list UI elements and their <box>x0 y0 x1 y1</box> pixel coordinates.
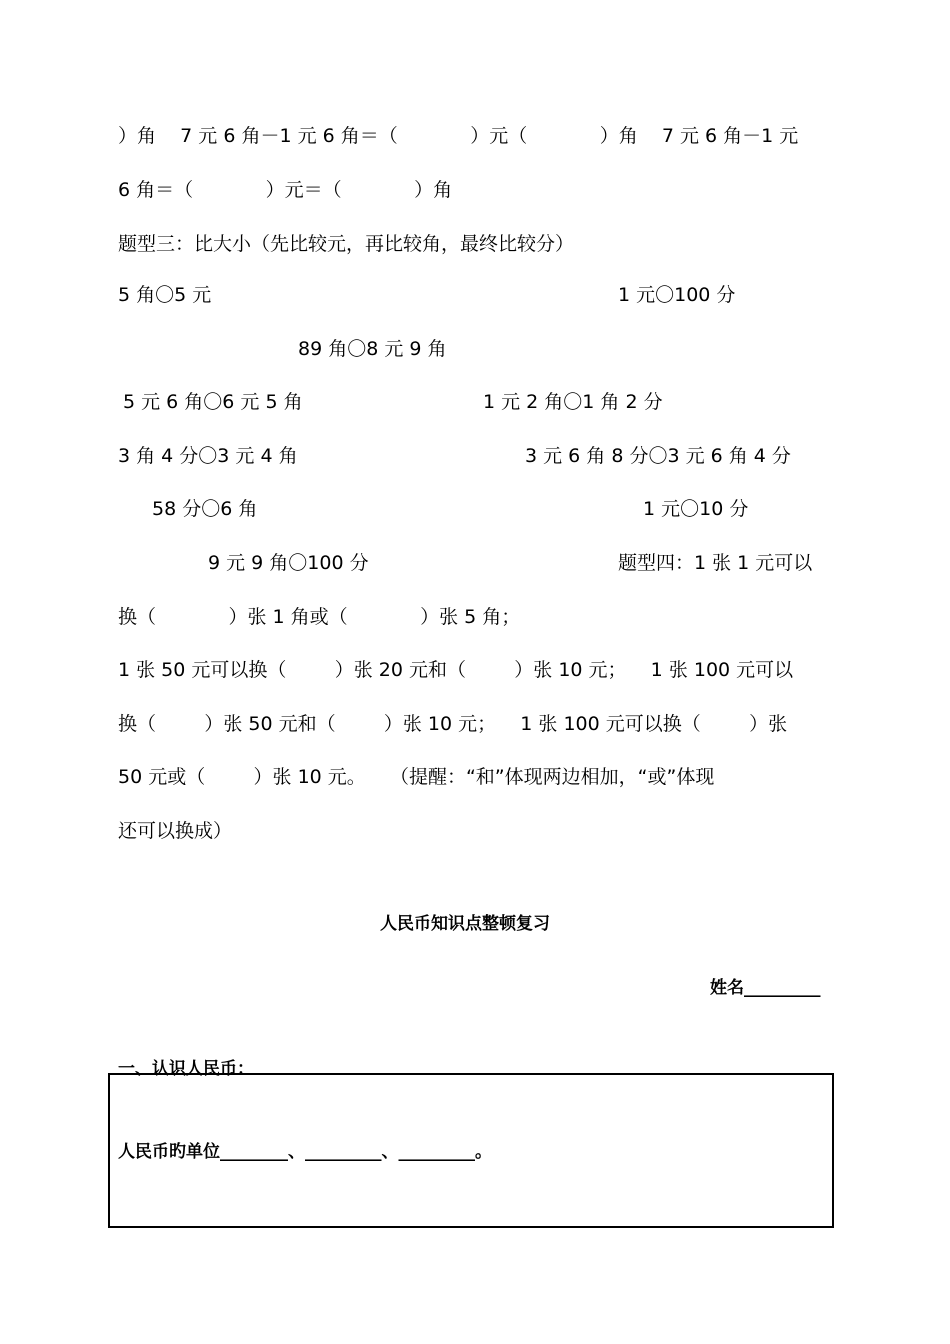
exchange-line: 换（ ）张 1 角或（ ）张 5 角； <box>118 606 521 628</box>
exchange-line: 1 张 50 元可以换（ ）张 20 元和（ ）张 10 元； 1 张 100 元可以 <box>118 659 794 681</box>
section-heading-type4: 题型四：1 张 1 元可以 <box>618 552 813 574</box>
exchange-line: 50 元或（ ）张 10 元。 （提醒：“和”体现两边相加，“或”体现 <box>118 766 715 788</box>
section-heading-recognize: 一、认识人民币： <box>118 1059 254 1079</box>
compare-item: 9 元 9 角〇100 分 <box>208 552 369 574</box>
compare-item: 5 角〇5 元 <box>118 284 212 306</box>
line-subtraction-1: ）角 7 元 6 角－1 元 6 角＝（ ）元（ ）角 7 元 6 角－1 元 <box>118 125 799 147</box>
page-title: 人民币知识点整顿复习 <box>380 914 550 934</box>
compare-item: 3 角 4 分〇3 元 4 角 <box>118 445 298 467</box>
compare-item: 1 元〇10 分 <box>643 498 749 520</box>
exchange-line: 换（ ）张 50 元和（ ）张 10 元； 1 张 100 元可以换（ ）张 <box>118 713 788 735</box>
compare-item: 58 分〇6 角 <box>152 498 258 520</box>
units-line: 人民币旳单位________、_________、_________。 <box>118 1142 492 1162</box>
section-heading-type3: 题型三：比大小（先比较元，再比较角，最终比较分） <box>118 233 575 255</box>
compare-item: 3 元 6 角 8 分〇3 元 6 角 4 分 <box>525 445 791 467</box>
compare-item: 5 元 6 角〇6 元 5 角 <box>123 391 303 413</box>
exchange-line: 还可以换成） <box>118 820 233 842</box>
compare-item: 1 元〇100 分 <box>618 284 736 306</box>
compare-item: 1 元 2 角〇1 角 2 分 <box>483 391 663 413</box>
name-field: 姓名_________ <box>710 978 821 998</box>
compare-item: 89 角〇8 元 9 角 <box>298 338 447 360</box>
line-subtraction-2: 6 角＝（ ）元＝（ ）角 <box>118 179 453 201</box>
